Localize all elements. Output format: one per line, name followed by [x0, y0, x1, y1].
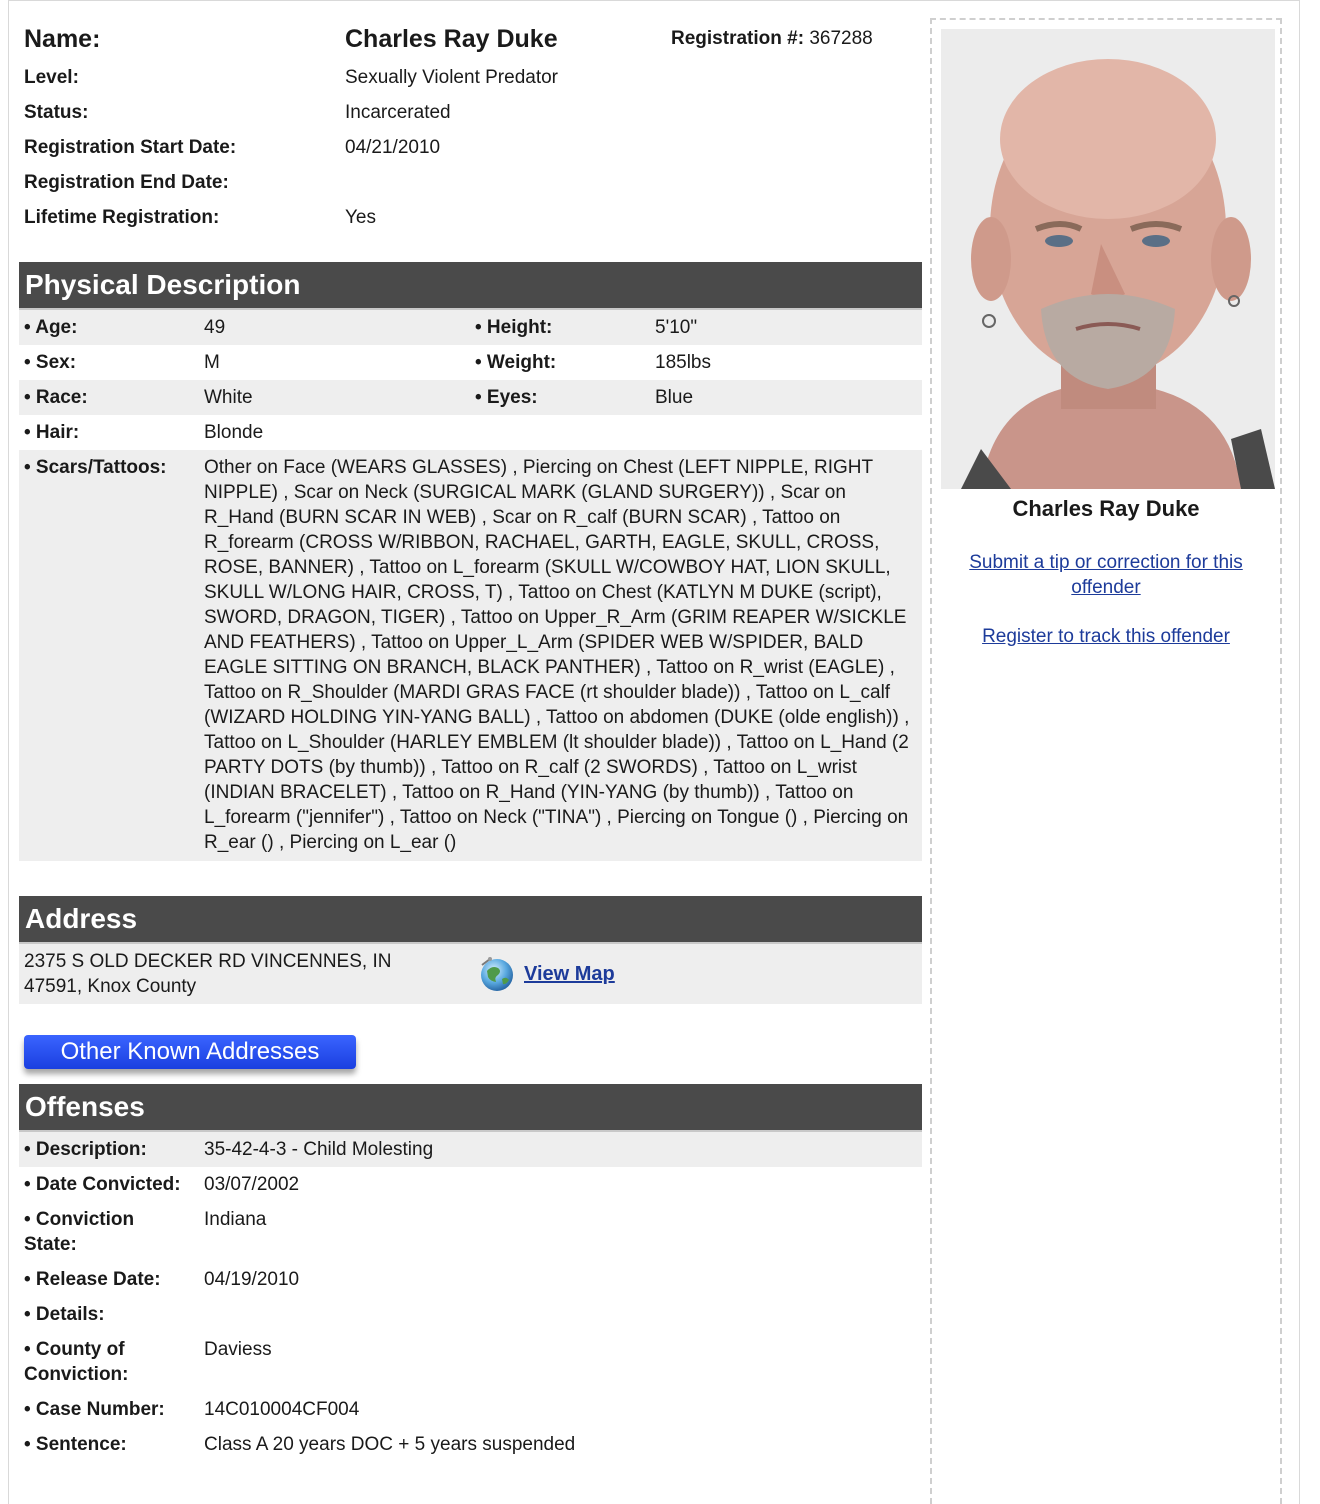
- offense-row: [19, 1392, 922, 1427]
- date-convicted-label: • Date Convicted:: [24, 1174, 181, 1195]
- race-label: • Race:: [24, 387, 88, 408]
- level-value: Sexually Violent Predator: [345, 66, 558, 88]
- hair-label: • Hair:: [24, 422, 80, 443]
- offender-name: Charles Ray Duke: [345, 24, 558, 53]
- registration-value: 367288: [809, 28, 873, 49]
- eyes-label: • Eyes:: [475, 387, 538, 408]
- address-text: [19, 949, 478, 999]
- case-number-value: 14C010004CF004: [204, 1399, 360, 1420]
- physical-row: [19, 345, 922, 380]
- offender-sidebar: [930, 18, 1282, 1504]
- physical-description-heading: Physical Description: [19, 262, 922, 310]
- reg-start-label: Registration Start Date:: [24, 136, 237, 158]
- offender-header: [19, 18, 922, 235]
- offense-row: [19, 1332, 922, 1392]
- sentence-label: • Sentence:: [24, 1434, 127, 1455]
- registration-number: [671, 28, 873, 50]
- description-label: • Description:: [24, 1139, 147, 1160]
- scars-label: • Scars/Tattoos:: [24, 457, 167, 478]
- sidebar-offender-name: Charles Ray Duke: [1012, 496, 1200, 521]
- age-label: • Age:: [24, 317, 78, 338]
- register-track-link[interactable]: [932, 624, 1280, 649]
- hair-value: Blonde: [204, 422, 264, 443]
- address-line-1: 2375 S OLD DECKER RD VINCENNES, IN: [24, 951, 392, 972]
- release-date-value: 04/19/2010: [204, 1269, 300, 1290]
- offense-row: [19, 1262, 922, 1297]
- weight-label: • Weight:: [475, 352, 557, 373]
- registration-label: Registration #:: [671, 28, 805, 49]
- height-value: 5'10": [655, 317, 698, 338]
- offender-details: [19, 18, 922, 1462]
- address-row: [19, 944, 922, 1004]
- height-label: • Height:: [475, 317, 553, 338]
- register-track-link-text[interactable]: Register to track this offender: [982, 626, 1230, 647]
- physical-row: [19, 310, 922, 345]
- offense-row: [19, 1297, 922, 1332]
- name-label: Name:: [24, 24, 101, 53]
- globe-icon[interactable]: [478, 955, 516, 993]
- offense-row: [19, 1132, 922, 1167]
- address-heading: Address: [19, 896, 922, 944]
- county-label: • County of Conviction:: [24, 1339, 129, 1385]
- lifetime-label: Lifetime Registration:: [24, 206, 220, 228]
- physical-row: [19, 415, 922, 450]
- conviction-state-label: • Conviction State:: [24, 1209, 135, 1255]
- details-label: • Details:: [24, 1304, 105, 1325]
- description-value: 35-42-4-3 - Child Molesting: [204, 1139, 434, 1160]
- sex-value: M: [204, 352, 220, 373]
- status-value: Incarcerated: [345, 101, 451, 123]
- scars-tattoos-row: [19, 450, 922, 861]
- conviction-state-value: Indiana: [204, 1209, 267, 1230]
- eyes-value: Blue: [655, 387, 694, 408]
- status-label: Status:: [24, 101, 89, 123]
- offenses-heading: Offenses: [19, 1084, 922, 1132]
- date-convicted-value: 03/07/2002: [204, 1174, 300, 1195]
- offense-row: [19, 1167, 922, 1202]
- offense-row: [19, 1202, 922, 1262]
- case-number-label: • Case Number:: [24, 1399, 165, 1420]
- view-map-link-group[interactable]: [478, 955, 615, 993]
- other-known-addresses-button[interactable]: Other Known Addresses: [24, 1035, 356, 1069]
- weight-value: 185lbs: [655, 352, 711, 373]
- reg-end-label: Registration End Date:: [24, 171, 229, 193]
- offense-row: [19, 1427, 922, 1462]
- address-line-2: 47591, Knox County: [24, 976, 197, 997]
- sex-label: • Sex:: [24, 352, 77, 373]
- lifetime-value: Yes: [345, 206, 376, 228]
- sentence-value: Class A 20 years DOC + 5 years suspended: [204, 1434, 576, 1455]
- physical-row: [19, 380, 922, 415]
- view-map-link[interactable]: View Map: [524, 962, 615, 985]
- release-date-label: • Release Date:: [24, 1269, 161, 1290]
- offender-photo: [941, 29, 1275, 489]
- age-value: 49: [204, 317, 226, 338]
- submit-tip-link[interactable]: [932, 550, 1280, 600]
- submit-tip-link-text[interactable]: Submit a tip or correction for this offender: [969, 552, 1243, 598]
- level-label: Level:: [24, 66, 79, 88]
- race-value: White: [204, 387, 253, 408]
- reg-start-value: 04/21/2010: [345, 136, 441, 158]
- scars-value: Other on Face (WEARS GLASSES) , Piercing on Chest (LEFT NIPPLE, RIGHT NIPPLE) , Scar on Neck (SURGICAL MARK (GLAND SURGERY)) , Scar on R_Hand (BURN SCAR IN WEB) , Scar on R_calf (BURN SCAR) , Tattoo on R_forearm (CROSS W/RIBBON, RACHAEL, GARTH, EAGLE, SKULL, CROSS, ROSE, BANNER) , Tattoo on L_forearm (SKULL W/COWBOY HAT, LION SKULL, SKULL W/LONG HAIR, CROSS, T) , Tattoo on Chest (KATLYN M DUKE (script), SWORD, DRAGON, TIGER) , Tattoo on Upper_R_Arm (GRIM REAPER W/SICKLE AND FEATHERS) , Tattoo on Upper_L_Arm (SPIDER WEB W/SPIDER, BALD EAGLE SITTING ON BRANCH, BLACK PANTHER) , Tattoo on R_wrist (EAGLE) , Tattoo on R_Shoulder (MARDI GRAS FACE (rt shoulder blade)) , Tattoo on L_calf (WIZARD HOLDING YIN-YANG BALL) , Tattoo on abdomen (DUKE (olde english)) , Tattoo on L_Shoulder (HARLEY EMBLEM (lt shoulder blade)) , Tattoo on L_Hand (2 PARTY DOTS (by thumb)) , Tattoo on R_calf (2 SWORDS) , Tattoo on L_wrist (INDIAN BRACELET) , Tattoo on R_Hand (YIN-YANG (by thumb)) , Tattoo on L_forearm ("jennifer") , Tattoo on Neck ("TINA") , Piercing on Tongue () , Piercing on R_ear () , Piercing on L_ear (): [204, 457, 910, 853]
- county-value: Daviess: [204, 1339, 272, 1360]
